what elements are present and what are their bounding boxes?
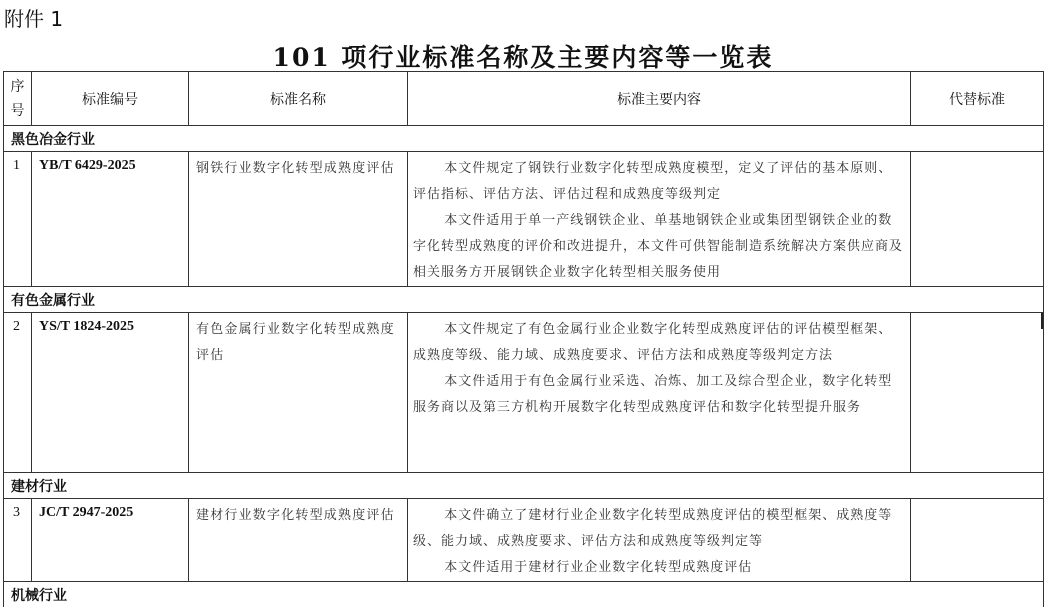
standard-content [408,313,911,473]
replaced-standard [911,499,1044,582]
category-row [4,582,1044,608]
table-row [4,313,1044,473]
category-label: 有色金属行业 [4,287,1044,313]
row-number: 1 [4,152,32,287]
standard-content [408,499,911,582]
category-label: 黑色冶金行业 [4,126,1044,152]
standard-name: 钢铁行业数字化转型成熟度评估 [189,152,408,287]
standard-name: 有色金属行业数字化转型成熟度评估 [189,313,408,473]
content-paragraph: 本文件适用于有色金属行业采选、冶炼、加工及综合型企业，数字化转型服务商以及第三方机构开展数字化转型成熟度评估和数字化转型提升服务 [413,374,893,415]
standard-code: YS/T 1824-2025 [32,313,189,473]
text-cursor-mark [1041,313,1043,329]
category-row [4,126,1044,152]
header-seq: 序号 [4,72,32,126]
header-content: 标准主要内容 [408,72,911,126]
category-row [4,473,1044,499]
header-name: 标准名称 [189,72,408,126]
replaced-standard [911,152,1044,287]
header-code: 标准编号 [32,72,189,126]
row-number: 2 [4,313,32,473]
category-label: 建材行业 [4,473,1044,499]
table-row [4,152,1044,287]
content-paragraph: 本文件规定了钢铁行业数字化转型成熟度模型，定义了评估的基本原则、评估指标、评估方法、评估过程和成熟度等级判定 [413,161,893,202]
header-replaces: 代替标准 [911,72,1044,126]
standards-table [3,71,1044,607]
standard-code: YB/T 6429-2025 [32,152,189,287]
content-paragraph: 本文件适用于单一产线钢铁企业、单基地钢铁企业或集团型钢铁企业的数字化转型成熟度的评价和改进提升，本文件可供智能制造系统解决方案供应商及相关服务方开展钢铁企业数字化转型相关服务使用 [413,213,904,280]
header-row [4,72,1044,126]
row-number: 3 [4,499,32,582]
category-row [4,287,1044,313]
replaced-standard [911,313,1044,473]
attachment-label: 附件 1 [4,7,64,31]
standard-code: JC/T 2947-2025 [32,499,189,582]
category-label: 机械行业 [4,582,1044,608]
standard-content [408,152,911,287]
table-row [4,499,1044,582]
standard-name: 建材行业数字化转型成熟度评估 [189,499,408,582]
content-paragraph: 本文件确立了建材行业企业数字化转型成熟度评估的模型框架、成熟度等级、能力域、成熟度要求、评估方法和成熟度等级判定等 [413,508,893,549]
content-paragraph: 本文件适用于建材行业企业数字化转型成熟度评估 [444,560,753,575]
page-title: 101 项行业标准名称及主要内容等一览表 [272,43,774,72]
content-paragraph: 本文件规定了有色金属行业企业数字化转型成熟度评估的评估模型框架、成熟度等级、能力域、成熟度要求、评估方法和成熟度等级判定方法 [413,322,893,363]
